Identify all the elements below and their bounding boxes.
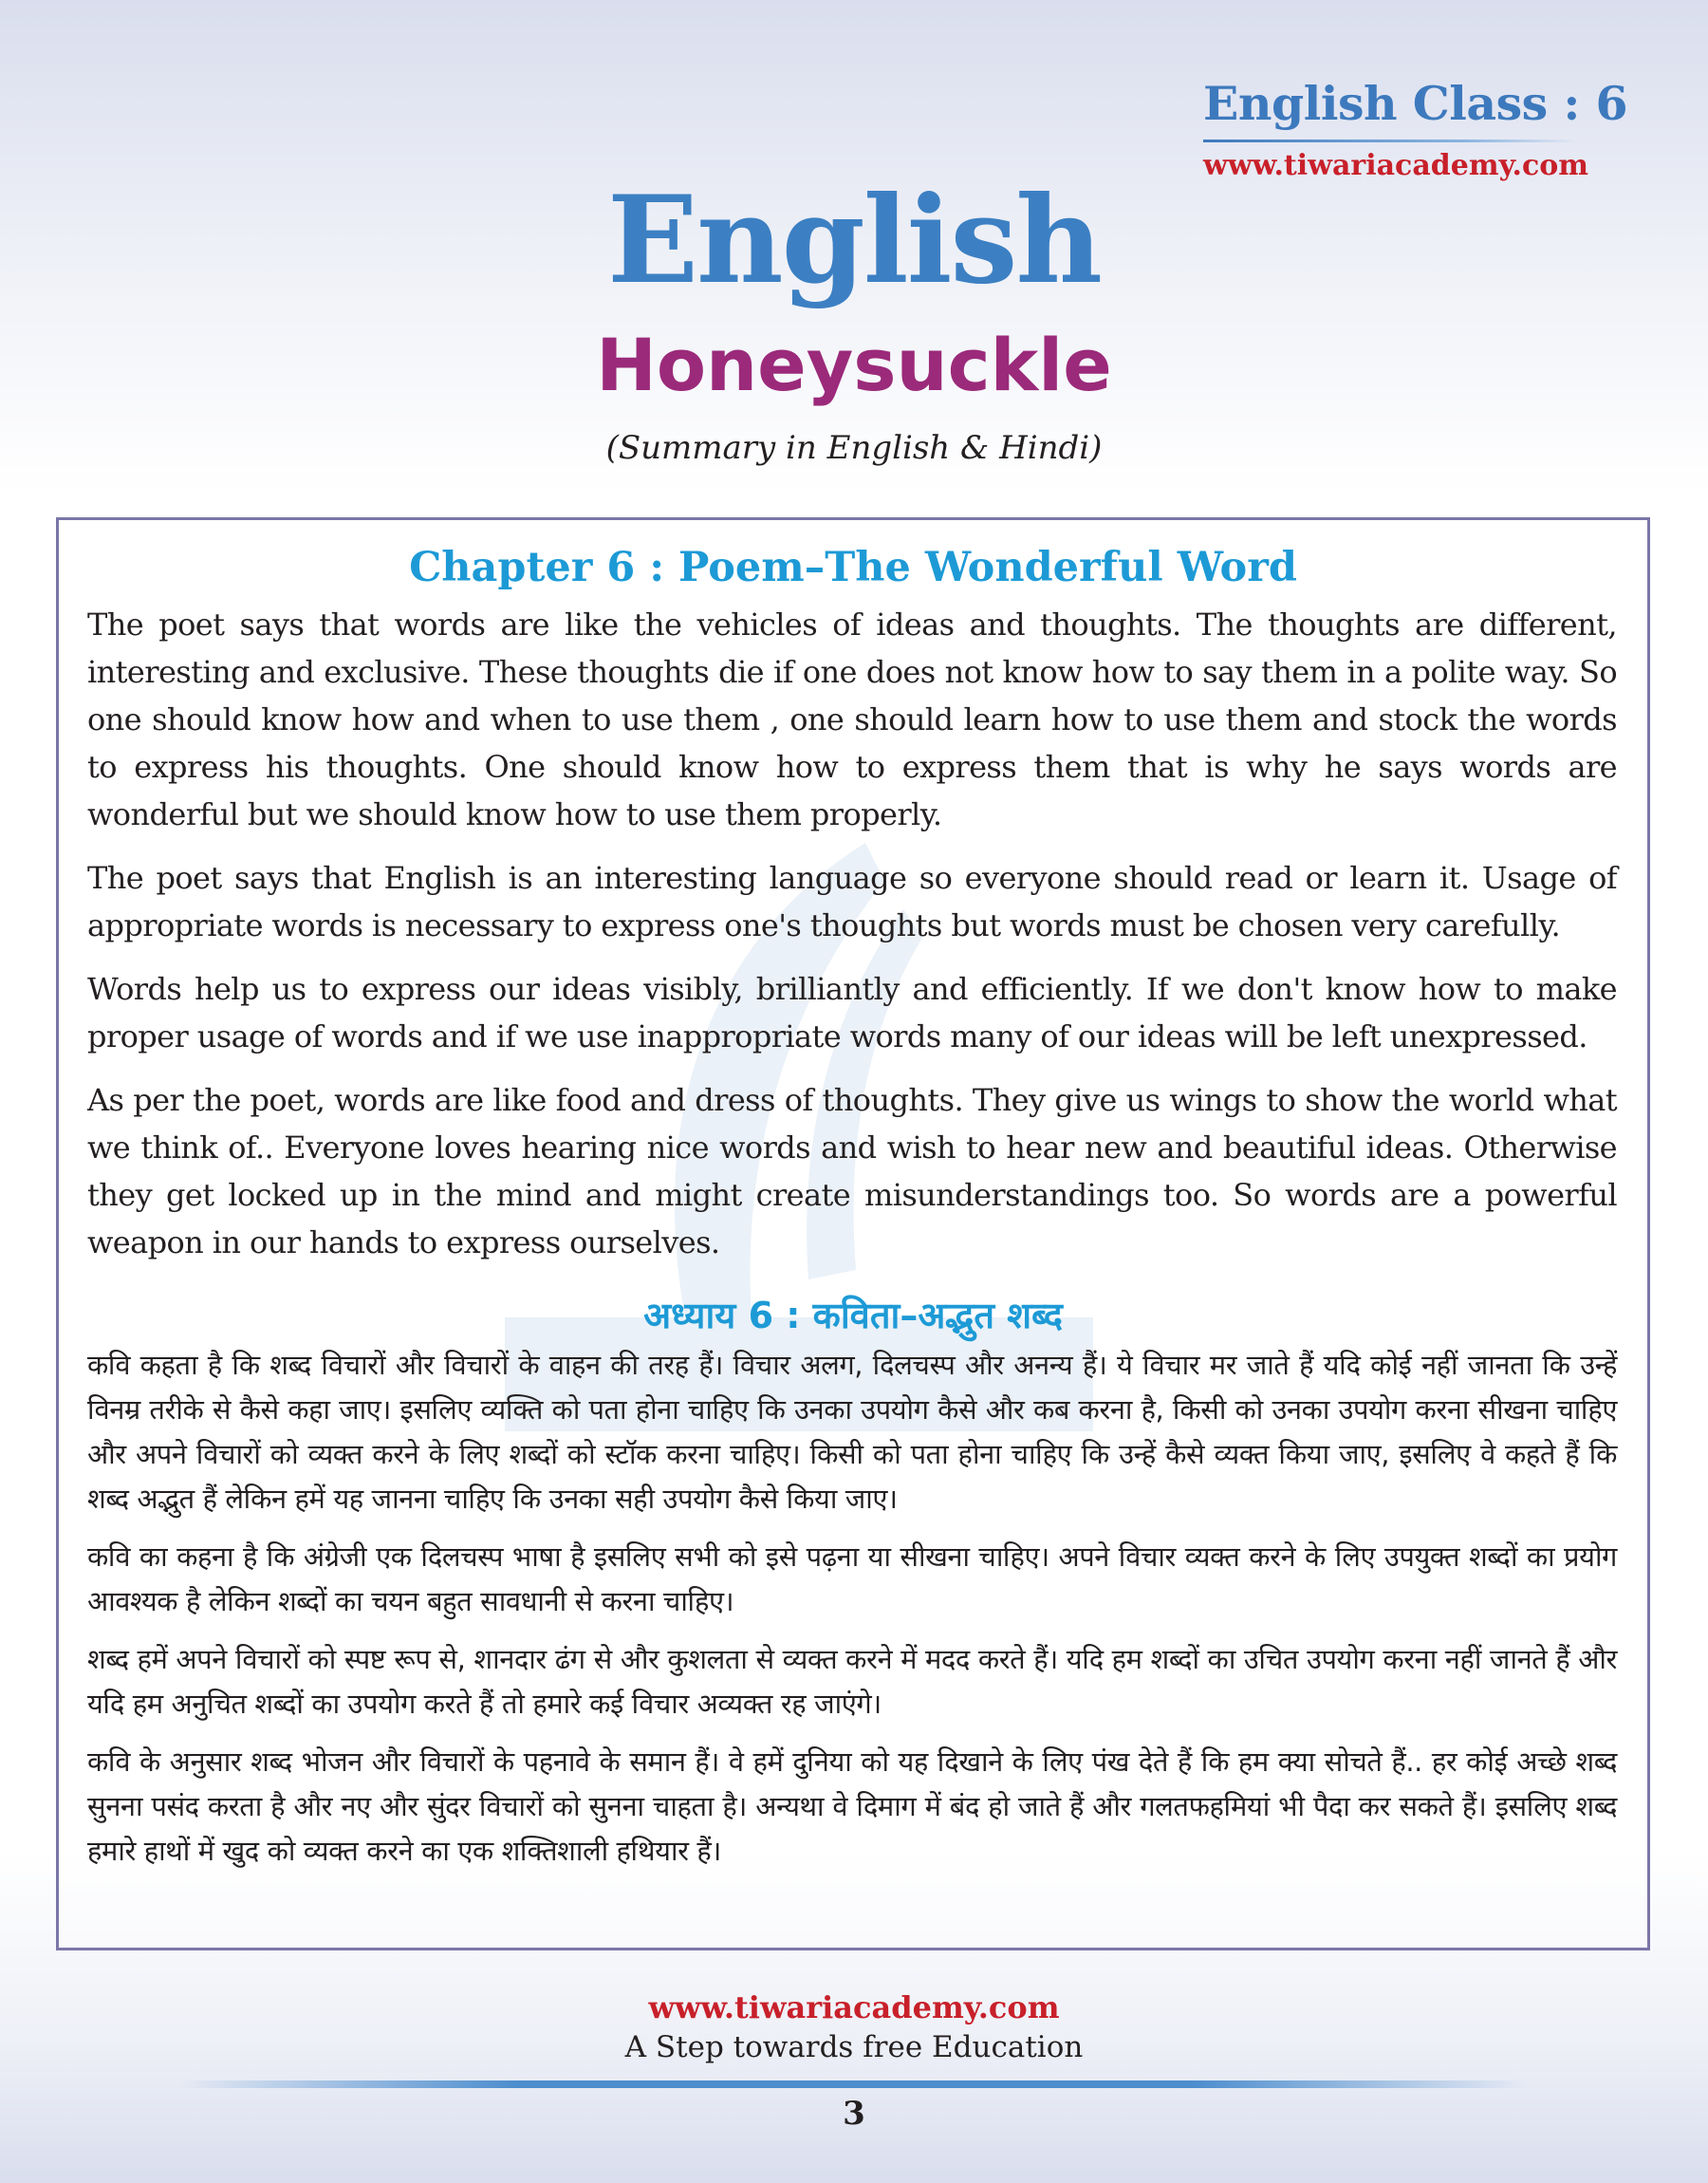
footer-divider <box>180 2080 1528 2088</box>
hindi-paragraph: कवि का कहना है कि अंग्रेजी एक दिलचस्प भाषा है इसलिए सभी को इसे पढ़ना या सीखना चाहिए। अपने विचार व्यक्त करने के लिए उपयुक्त शब्दों का प्रयोग आवश्यक है लेकिन शब्दों का चयन बहुत सावधानी से करना चाहिए। <box>87 1540 1617 1617</box>
hindi-paragraph: कवि के अनुसार शब्द भोजन और विचारों के पहनावे के समान हैं। वे हमें दुनिया को यह दिखाने के लिए पंख देते हैं कि हम क्या सोचते हैं.. हर कोई अच्छे शब्द सुनना पसंद करता है और नए और सुंदर विचारों को सुनना चाहता है। अन्यथा वे दिमाग में बंद हो जाते हैं और गलतफहमियां भी पैदा कर सकते हैं। इसलिए शब्द हमारे हाथों में खुद को व्यक्त करने का एक शक्तिशाली हथियार हैं। <box>87 1745 1617 1867</box>
subtitle: (Summary in English & Hindi) <box>605 429 1103 467</box>
main-title: English <box>606 170 1102 310</box>
hindi-chapter-heading: अध्याय 6 : कविता–अद्भुत शब्द <box>643 1295 1063 1336</box>
hindi-summary <box>87 1343 1617 1887</box>
header-website: www.tiwariacademy.com <box>1203 149 1589 182</box>
footer-website: www.tiwariacademy.com <box>648 1989 1060 2025</box>
chapter-heading: Chapter 6 : Poem–The Wonderful Word <box>409 544 1297 591</box>
english-paragraph: The poet says that words are like the vehicles of ideas and thoughts. The thoughts are different, interesting and exclusive. These thoughts die if one does not know how to say them in a polite way. So one should know how and when to use them , one should learn how to use them and stock the words to express his thoughts. One should know how to express them that is why he says words are wonderful but we should know how to use them properly. <box>87 606 1617 832</box>
english-summary <box>87 601 1617 1282</box>
hindi-paragraph: शब्द हमें अपने विचारों को स्पष्ट रूप से, शानदार ढंग से और कुशलता से व्यक्त करने में मदद करते हैं। यदि हम शब्दों का उचित उपयोग करना नहीं जानते हैं और यदि हम अनुचित शब्दों का उपयोग करते हैं तो हमारे कई विचार अव्यक्त रह जाएंगे। <box>87 1643 1617 1720</box>
class-label-underline <box>1203 140 1577 142</box>
hindi-paragraph: कवि कहता है कि शब्द विचारों और विचारों के वाहन की तरह हैं। विचार अलग, दिलचस्प और अनन्य हैं। ये विचार मर जाते हैं यदि कोई नहीं जानता कि उन्हें विनम्र तरीके से कैसे कहा जाए। इसलिए व्यक्ति को पता होना चाहिए कि उनका उपयोग कैसे और कब करना है, किसी को उनका उपयोग करना सीखना चाहिए और अपने विचारों को व्यक्त करने के लिए शब्दों को स्टॉक करना चाहिए। किसी को पता होना चाहिए कि उन्हें कैसे व्यक्त किया जाए, इसलिए वे कहते हैं कि शब्द अद्भुत हैं लेकिन हमें यह जानना चाहिए कि उनका सही उपयोग कैसे किया जाए। <box>87 1349 1617 1515</box>
english-paragraph: As per the poet, words are like food and dress of thoughts. They give us wings to show the world what we think of.. Everyone loves hearing nice words and wish to hear new and beautiful ideas. Otherwise they get locked up in the mind and might create misunderstandings too. So words are a powerful weapon in our hands to express ourselves. <box>87 1082 1617 1260</box>
content-box <box>56 517 1650 1950</box>
english-paragraph: Words help us to express our ideas visibly, brilliantly and efficiently. If we don't know how to make proper usage of words and if we use inappropriate words many of our ideas will be left unexpressed. <box>87 971 1617 1054</box>
book-title: Honeysuckle <box>596 323 1112 407</box>
page-number: 3 <box>843 2095 865 2133</box>
footer-tagline: A Step towards free Education <box>624 2030 1084 2064</box>
english-paragraph: The poet says that English is an interesting language so everyone should read or learn it. Usage of appropriate words is necessary to express one's thoughts but words must be chosen very carefully. <box>87 860 1617 943</box>
class-label: English Class : 6 <box>1203 76 1628 131</box>
